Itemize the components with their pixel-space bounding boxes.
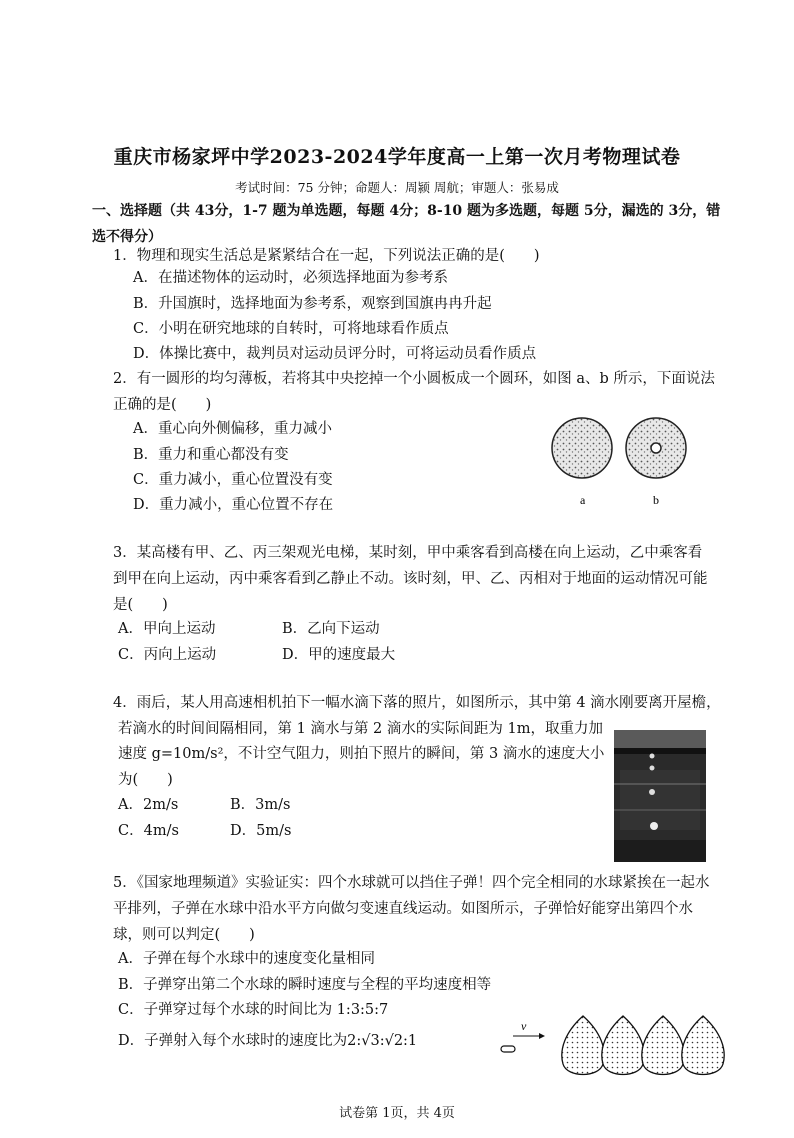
bullet-icon — [501, 1046, 515, 1052]
water-ball-2-icon — [602, 1016, 644, 1075]
section-heading: 一、选择题（共 43分，1-7 题为单选题，每题 4分；8-10 题为多选题，每题 5分，漏选的 3分，错选不得分） — [92, 203, 721, 245]
question-5 — [113, 870, 719, 948]
q4-option-a: A．2m/s — [118, 797, 179, 813]
q2-option-b: B．重力和重心都没有变 — [133, 447, 289, 463]
disc-b-hole-icon — [651, 443, 661, 453]
question-3 — [113, 540, 713, 618]
question-1-stem: 1．物理和现实生活总是紧紧结合在一起，下列说法正确的是( ) — [113, 248, 540, 264]
page-title: 重庆市杨家坪中学2023-2024学年度高一上第一次月考物理试卷 — [113, 146, 681, 168]
q5-option-c: C．子弹穿过每个水球的时间比为 1:3:5:7 — [118, 1002, 389, 1018]
figure-label-a: a — [580, 493, 586, 507]
q3-option-b: B．乙向下运动 — [282, 621, 380, 637]
drop-2-icon — [649, 789, 655, 795]
q3-option-c: C．丙向上运动 — [118, 647, 217, 663]
question-4-line-4: 为( ) — [118, 772, 173, 788]
q1-option-b: B．升国旗时，选择地面为参考系，观察到国旗冉冉升起 — [133, 296, 492, 312]
q5-option-b: B．子弹穿出第二个水球的瞬时速度与全程的平均速度相等 — [118, 977, 492, 993]
q3-option-d: D．甲的速度最大 — [282, 647, 396, 663]
water-ball-4-icon — [682, 1016, 724, 1075]
q4-option-c: C．4m/s — [118, 823, 179, 839]
drop-3-icon — [650, 766, 655, 771]
question-2-stem: 2．有一圆形的均匀薄板，若将其中央挖掉一个小圆板成一个圆环，如图 a、b 所示，下面说法正确的是( ) — [113, 371, 715, 413]
q2-option-d: D．重力减小，重心位置不存在 — [133, 497, 334, 513]
page-footer: 试卷第 1页，共 4页 — [339, 1106, 455, 1121]
question-5-stem: 5．《国家地理频道》实验证实：四个水球就可以挡住子弹！四个完全相同的水球紧挨在一起水平排列，子弹在水球中沿水平方向做匀变速直线运动。如图所示，子弹恰好能穿出第四个水球，则可以判定( ) — [113, 875, 710, 943]
figure-label-b: b — [653, 493, 659, 507]
question-2 — [113, 366, 719, 418]
disc-figure — [550, 412, 710, 512]
question-3-stem: 3．某高楼有甲、乙、丙三架观光电梯，某时刻，甲中乘客看到高楼在向上运动，乙中乘客看到甲在向上运动，丙中乘客看到乙静止不动。该时刻，甲、乙、丙相对于地面的运动情况可能是( ) — [113, 545, 708, 613]
water-balls-figure — [495, 1010, 725, 1090]
q4-option-b: B．3m/s — [230, 797, 291, 813]
question-4-line-1: 4．雨后，某人用高速相机拍下一幅水滴下落的照片，如图所示，其中第 4 滴水刚要离开屋檐， — [113, 695, 721, 711]
q1-option-c: C．小明在研究地球的自转时，可将地球看作质点 — [133, 321, 449, 337]
q2-option-a: A．重心向外侧偏移，重力减小 — [133, 421, 332, 437]
velocity-label: v — [521, 1019, 527, 1033]
drop-1-icon — [650, 822, 658, 830]
q1-option-a: A．在描述物体的运动时，必须选择地面为参考系 — [133, 270, 448, 286]
q5-option-a: A．子弹在每个水球中的速度变化量相同 — [118, 951, 375, 967]
q2-option-c: C．重力减小，重心位置没有变 — [133, 472, 333, 488]
question-4-line-2: 若滴水的时间间隔相同，第 1 滴水与第 2 滴水的实际间距为 1m，取重力加 — [118, 721, 603, 737]
q4-option-d: D．5m/s — [230, 823, 292, 839]
disc-a-icon — [552, 418, 612, 478]
exam-meta: 考试时间：75 分钟；命题人：周颍 周航；审题人：张易成 — [235, 180, 559, 195]
q5-option-d: D．子弹射入每个水球时的速度比为2:√3:√2:1 — [118, 1033, 418, 1049]
q3-option-a: A．甲向上运动 — [118, 621, 216, 637]
water-ball-3-icon — [642, 1016, 684, 1075]
water-drop-photo — [614, 730, 706, 862]
q1-option-d: D．体操比赛中，裁判员对运动员评分时，可将运动员看作质点 — [133, 346, 537, 362]
water-ball-1-icon — [562, 1016, 604, 1075]
drop-4-icon — [650, 754, 655, 759]
question-4-line-3: 速度 g=10m/s²，不计空气阻力，则拍下照片的瞬间，第 3 滴水的速度大小 — [118, 746, 605, 762]
